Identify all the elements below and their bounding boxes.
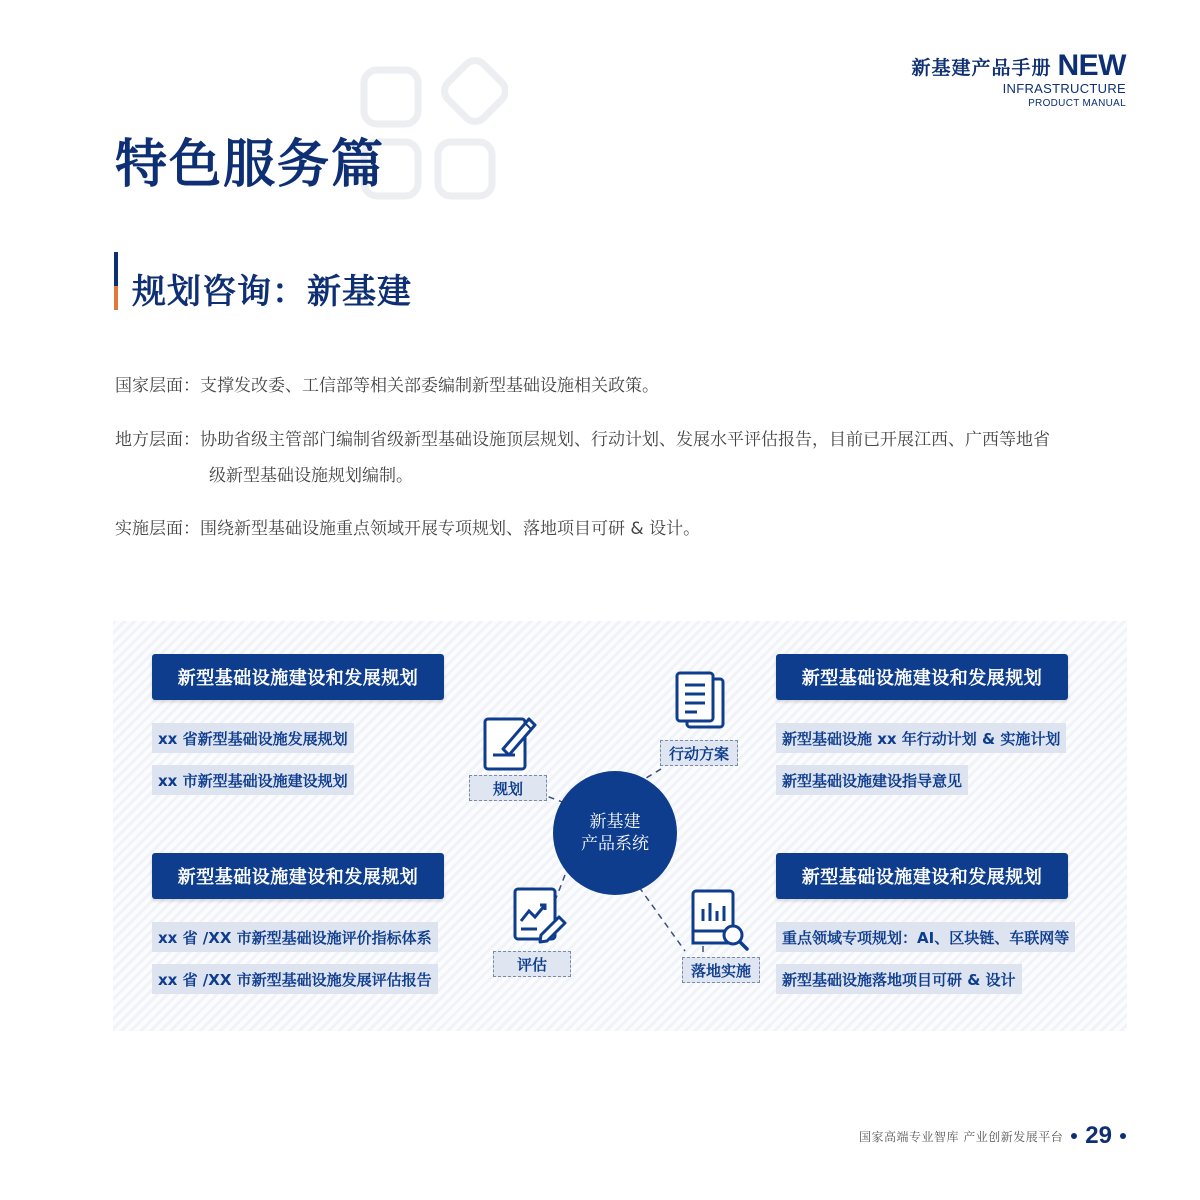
paragraph-label: 地方层面： [115,430,200,450]
node-action-label: 行动方案 [660,740,738,766]
paragraph-text-continued: 级新型基础设施规划编制。 [209,466,413,486]
footer-dot-right [1120,1133,1126,1139]
footer-text: 国家高端专业智库 产业创新发展平台 [858,1129,1064,1144]
paragraph-label: 国家层面： [115,376,200,396]
center-node-line-2: 产品系统 [581,834,649,854]
block-header-4: 新型基础设施建设和发展规划 [776,853,1068,899]
paragraph-text: 协助省级主管部门编制省级新型基础设施顶层规划、行动计划、发展水平评估报告，目前已开展江西、广西等地省 [200,430,1050,450]
page-title: 特色服务篇 [115,135,386,195]
node-eval-label: 评估 [493,951,571,977]
section-bar [114,252,118,286]
block-3-item-1: xx 省 /XX 市新型基础设施评价指标体系 [152,922,438,952]
section-title: 规划咨询：新基建 [132,272,412,312]
brand-title: 新基建产品手册 [911,57,1052,79]
document-list-icon [673,669,729,731]
block-2-item-1: 新型基础设施 xx 年行动计划 & 实施计划 [776,723,1066,753]
paragraph-local [115,427,1130,489]
page-footer [859,1122,1126,1150]
section-bar-accent [114,286,118,310]
node-impl-label: 落地实施 [682,957,760,983]
paragraph-label: 实施层面： [115,519,200,539]
center-node-line-1: 新基建 [589,812,641,832]
paragraph-implementation [115,516,1130,542]
block-3-item-2: xx 省 /XX 市新型基础设施发展评估报告 [152,964,438,994]
brand-subtitle-2: PRODUCT MANUAL [1028,98,1126,109]
brand-header [911,49,1126,110]
block-1-item-1: xx 省新型基础设施发展规划 [152,723,354,753]
document-edit-icon [481,713,539,773]
brand-subtitle-1: INFRASTRUCTURE [1002,81,1126,96]
center-node [553,771,677,895]
product-system-diagram [113,621,1127,1031]
chart-edit-icon [511,885,569,945]
block-4-item-1: 重点领域专项规划：AI、区块链、车联网等 [776,922,1075,952]
footer-dot-left [1071,1133,1077,1139]
block-header-1: 新型基础设施建设和发展规划 [152,654,444,700]
block-header-3: 新型基础设施建设和发展规划 [152,853,444,899]
block-1-item-2: xx 市新型基础设施建设规划 [152,765,354,795]
node-plan-label: 规划 [469,775,547,801]
block-2-item-2: 新型基础设施建设指导意见 [776,765,968,795]
paragraph-national [115,373,1130,399]
block-header-2: 新型基础设施建设和发展规划 [776,654,1068,700]
report-search-icon [689,887,751,953]
page-number: 29 [1085,1122,1112,1149]
paragraph-text: 围绕新型基础设施重点领域开展专项规划、落地项目可研 & 设计。 [200,519,701,539]
brand-new: NEW [1057,49,1126,82]
block-4-item-2: 新型基础设施落地项目可研 & 设计 [776,964,1022,994]
paragraph-text: 支撑发改委、工信部等相关部委编制新型基础设施相关政策。 [200,376,659,396]
